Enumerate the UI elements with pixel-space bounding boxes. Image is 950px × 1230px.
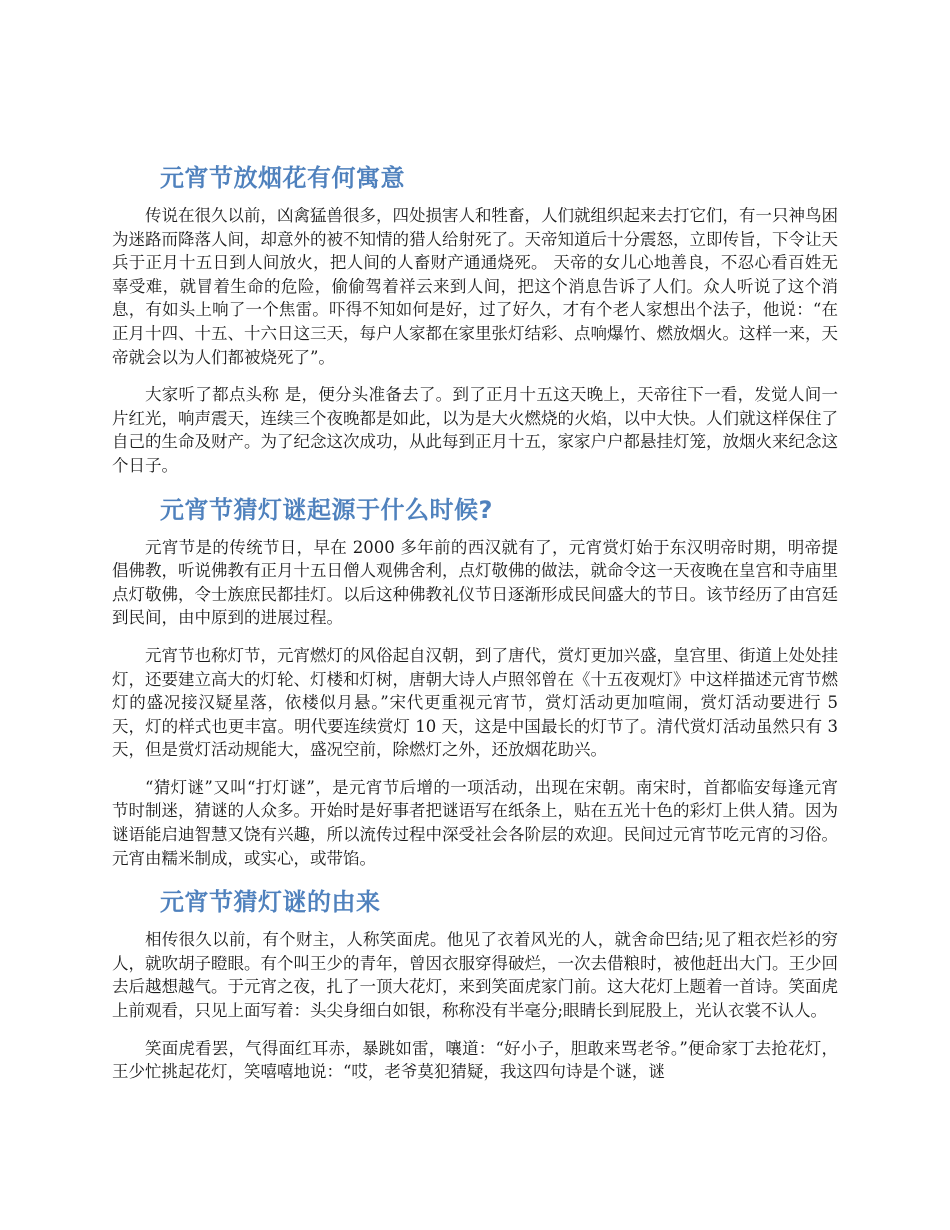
section-title: 元宵节猜灯谜起源于什么时候? [160, 495, 493, 524]
section-title: 元宵节放烟花有何寓意 [160, 164, 405, 192]
section-riddle-legend [112, 884, 838, 1084]
section-title: 元宵节猜灯谜的由来 [160, 888, 381, 917]
paragraph: 相传很久以前，有个财主，人称笑面虎。他见了衣着风光的人，就舍命巴结;见了粗衣烂衫的穷人，就吹胡子瞪眼。有个叫王少的青年，曾因衣服穿得破烂，一次去借粮时，被他赶出大门。王少回去后越想越气。于元宵之夜，扎了一顶大花灯，来到笑面虎家门前。这大花灯上题着一首诗。笑面虎上前观看，只见上面写着：头尖身细白如银，称称没有半毫分;眼睛长到屁股上，光认衣裳不认人。 [112, 930, 838, 1021]
paragraph: 元宵节是的传统节日，早在 2000 多年前的西汉就有了，元宵赏灯始于东汉明帝时期，明帝提倡佛教，听说佛教有正月十五日僧人观佛舍利，点灯敬佛的做法，就命令这一天夜晚在皇宫和寺庙里点灯敬佛，令士族庶民都挂灯。以后这种佛教礼仪节日逐渐形成民间盛大的节日。该节经历了由宫廷到民间，由中原到的进展过程。 [112, 537, 838, 628]
paragraph: 大家听了都点头称 是，便分头准备去了。到了正月十五这天晚上，天帝往下一看，发觉人间一片红光，响声震天，连续三个夜晚都是如此，以为是大火燃烧的火焰，以中大快。人们就这样保住了自己的生命及财产。为了纪念这次成功，从此每到正月十五，家家户户都悬挂灯笼，放烟火来纪念这个日子。 [112, 385, 838, 475]
paragraph: 元宵节也称灯节，元宵燃灯的风俗起自汉朝，到了唐代，赏灯更加兴盛，皇宫里、街道上处处挂灯，还要建立高大的灯轮、灯楼和灯树，唐朝大诗人卢照邻曾在《十五夜观灯》中这样描述元宵节燃灯的盛况接汉疑星落，依楼似月悬。”宋代更重视元宵节，赏灯活动更加喧闹，赏灯活动要进行 5 天，灯的样式也更丰富。明代要连续赏灯 10 天，这是中国最长的灯节了。清代赏灯活动虽然只有 3 天，但是赏灯活动规能大，盛况空前，除燃灯之外，还放烟花助兴。 [112, 645, 838, 760]
paragraph: 传说在很久以前，凶禽猛兽很多，四处损害人和牲畜，人们就组织起来去打它们，有一只神鸟困为迷路而降落人间，却意外的被不知情的猎人给射死了。天帝知道后十分震怒，立即传旨，下令让天兵于正月十五日到人间放火，把人间的人畜财产通通烧死。 天帝的女儿心地善良，不忍心看百姓无辜受难，就冒着生命的危险，偷偷驾着祥云来到人间，把这个消息告诉了人们。众人听说了这个消息，有如头上响了一个焦雷。吓得不知如何是好，过了好久，才有个老人家想出个法子，他说：“在正月十四、十五、十六日这三天，每户人家都在家里张灯结彩、点响爆竹、燃放烟火。这样一来，天帝就会以为人们都被烧死了”。 [112, 206, 838, 367]
paragraph: “猜灯谜”又叫“打灯谜”，是元宵节后增的一项活动，出现在宋朝。南宋时，首都临安每逢元宵节时制迷，猜谜的人众多。开始时是好事者把谜语写在纸条上，贴在五光十色的彩灯上供人猜。因为谜语能启迪智慧又饶有兴趣，所以流传过程中深受社会各阶层的欢迎。民间过元宵节吃元宵的习俗。元宵由糯米制成，或实心，或带馅。 [112, 777, 838, 868]
document-page [112, 160, 838, 1098]
section-fireworks [112, 160, 838, 478]
paragraph: 笑面虎看罢，气得面红耳赤，暴跳如雷，嚷道：“好小子，胆敢来骂老爷。”便命家丁去抢花灯，王少忙挑起花灯，笑嘻嘻地说：“哎，老爷莫犯猜疑，我这四句诗是个谜，谜 [112, 1038, 838, 1082]
section-riddle-origin-time [112, 492, 838, 871]
